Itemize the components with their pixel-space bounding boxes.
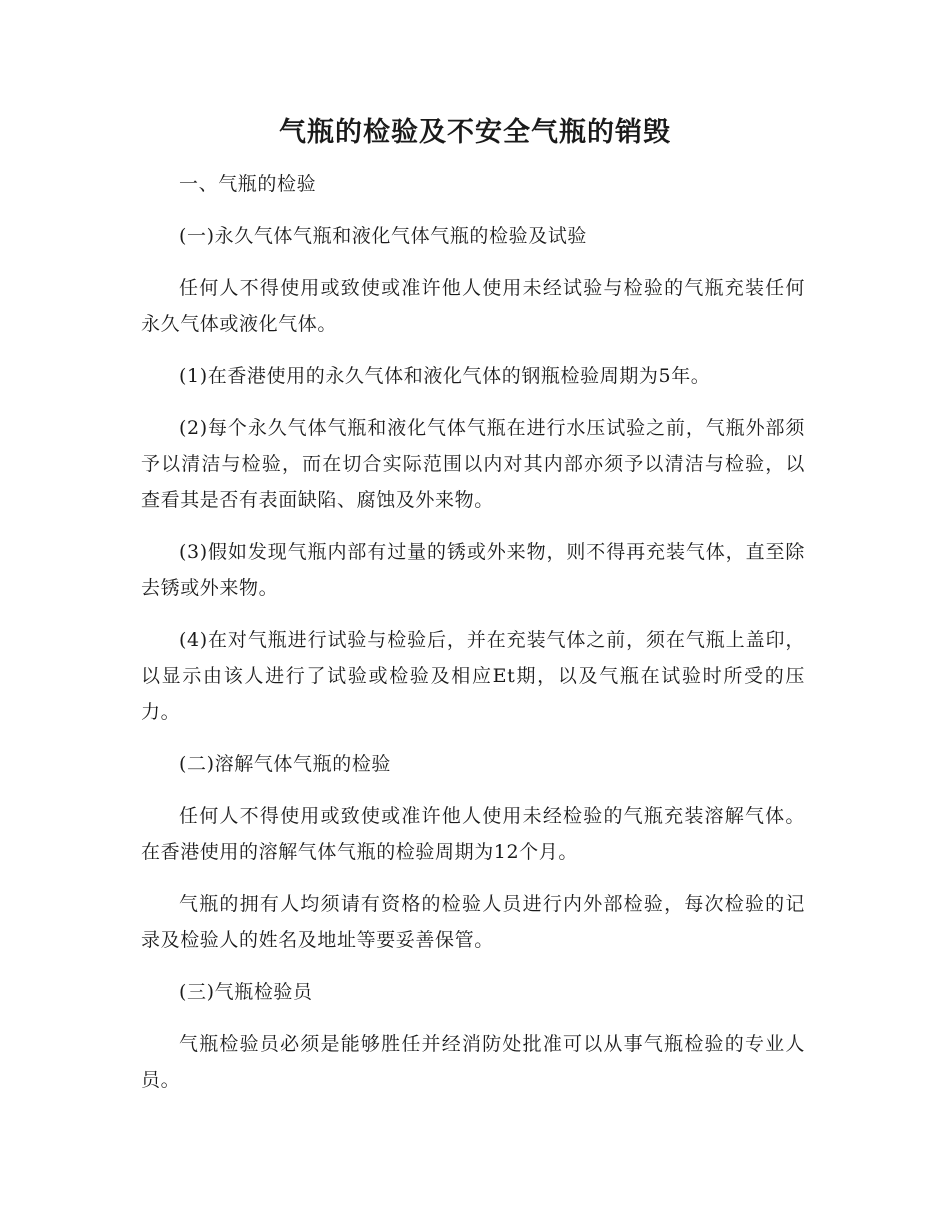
- body-paragraph: 任何人不得使用或致使或准许他人使用未经检验的气瓶充装溶解气体。在香港使用的溶解气体气瓶的检验周期为12个月。: [141, 805, 805, 863]
- paragraph-gap: [141, 958, 805, 974]
- paragraph-gap: [141, 394, 805, 410]
- paragraph-gap: [141, 1010, 805, 1026]
- document-body: [141, 166, 805, 1098]
- body-paragraph: 气瓶检验员必须是能够胜任并经消防处批准可以从事气瓶检验的专业人员。: [141, 1033, 805, 1091]
- paragraph-gap: [141, 518, 805, 534]
- body-paragraph: 气瓶的拥有人均须请有资格的检验人员进行内外部检验，每次检验的记录及检验人的姓名及地址等要妥善保管。: [141, 893, 805, 951]
- numbered-item-4: (4)在对气瓶进行试验与检验后，并在充装气体之前，须在气瓶上盖印，以显示由该人进行了试验或检验及相应Et期，以及气瓶在试验时所受的压力。: [141, 629, 805, 723]
- document-title: 气瓶的检验及不安全气瓶的销毁: [279, 117, 671, 148]
- paragraph-gap: [141, 730, 805, 746]
- paragraph-gap: [141, 870, 805, 886]
- paragraph-gap: [141, 606, 805, 622]
- numbered-item-2: (2)每个永久气体气瓶和液化气体气瓶在进行水压试验之前，气瓶外部须予以清洁与检验，而在切合实际范围以内对其内部亦须予以清洁与检验，以查看其是否有表面缺陷、腐蚀及外来物。: [141, 417, 805, 511]
- paragraph-gap: [141, 254, 805, 270]
- subsection-heading-1: (一)永久气体气瓶和液化气体气瓶的检验及试验: [179, 225, 588, 247]
- subsection-heading-3: (三)气瓶检验员: [179, 981, 313, 1003]
- paragraph-gap: [141, 342, 805, 358]
- subsection-heading-2: (二)溶解气体气瓶的检验: [179, 753, 392, 775]
- section-heading-1: 一、气瓶的检验: [179, 173, 317, 195]
- numbered-item-3: (3)假如发现气瓶内部有过量的锈或外来物，则不得再充装气体，直至除去锈或外来物。: [141, 541, 805, 599]
- paragraph-gap: [141, 782, 805, 798]
- body-paragraph: 任何人不得使用或致使或准许他人使用未经试验与检验的气瓶充装任何永久气体或液化气体。: [141, 277, 805, 335]
- numbered-item-1: (1)在香港使用的永久气体和液化气体的钢瓶检验周期为5年。: [179, 365, 711, 387]
- paragraph-gap: [141, 202, 805, 218]
